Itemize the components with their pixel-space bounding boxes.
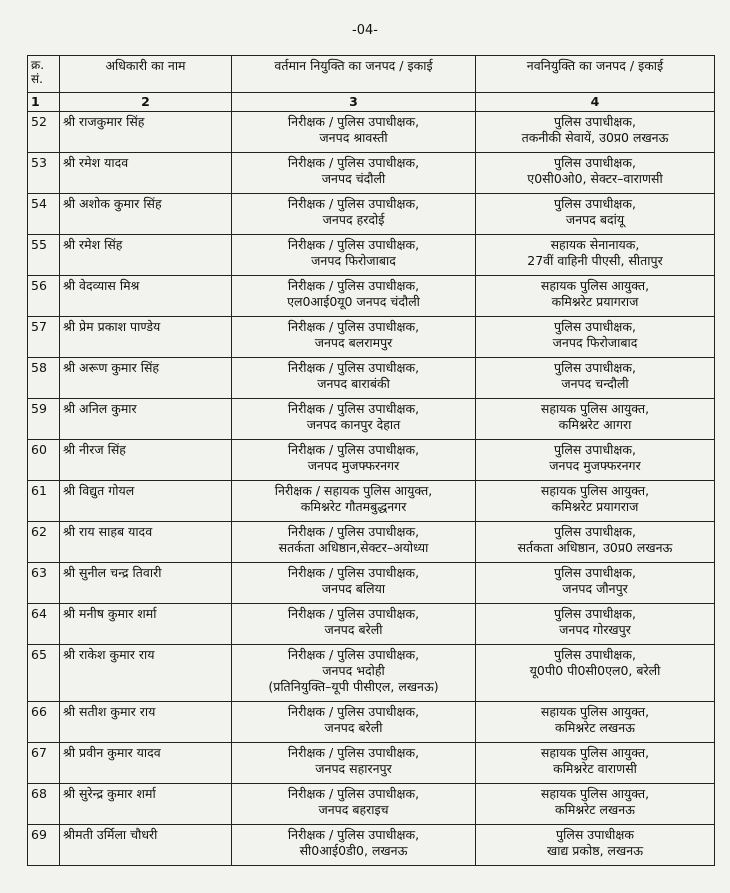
- transfer-table: [27, 55, 715, 866]
- table-row: [28, 358, 715, 399]
- new-posting-line: जनपद गोरखपुर: [559, 622, 631, 637]
- current-posting-line: जनपद चंदौली: [321, 171, 386, 186]
- new-posting-cell: [476, 440, 715, 481]
- serial-number-cell: 60: [28, 440, 60, 481]
- current-posting-cell: [232, 194, 476, 235]
- table-header-row: [28, 56, 715, 93]
- new-posting-line: सहायक पुलिस आयुक्त,: [540, 483, 650, 498]
- header-current-posting: वर्तमान नियुक्ति का जनपद / इकाई: [232, 56, 476, 93]
- new-posting-cell: [476, 194, 715, 235]
- officer-name-cell: श्री विद्युत गोयल: [60, 481, 232, 522]
- new-posting-line: पुलिस उपाधीक्षक,: [554, 442, 636, 457]
- current-posting-line: निरीक्षक / पुलिस उपाधीक्षक,: [287, 786, 420, 801]
- new-posting-line: पुलिस उपाधीक्षक,: [554, 647, 636, 662]
- officer-name-cell: श्री अरूण कुमार सिंह: [60, 358, 232, 399]
- current-posting-line: निरीक्षक / पुलिस उपाधीक्षक,: [287, 827, 420, 842]
- table-row: [28, 399, 715, 440]
- current-posting-cell: [232, 604, 476, 645]
- current-posting-line: निरीक्षक / पुलिस उपाधीक्षक,: [287, 114, 420, 129]
- new-posting-line: जनपद बदांयू: [565, 212, 625, 227]
- new-posting-cell: [476, 358, 715, 399]
- serial-number-cell: 59: [28, 399, 60, 440]
- current-posting-line: जनपद कानपुर देहात: [306, 417, 401, 432]
- serial-number-cell: 57: [28, 317, 60, 358]
- current-posting-line: निरीक्षक / पुलिस उपाधीक्षक,: [287, 360, 420, 375]
- new-posting-line: जनपद जौनपुर: [562, 581, 628, 596]
- current-posting-cell: [232, 112, 476, 153]
- new-posting-line: कमिश्नरेट लखनऊ: [555, 720, 635, 735]
- current-posting-line: निरीक्षक / पुलिस उपाधीक्षक,: [287, 196, 420, 211]
- current-posting-line: जनपद बरेली: [324, 622, 383, 637]
- new-posting-cell: [476, 784, 715, 825]
- table-row: [28, 276, 715, 317]
- new-posting-line: सर्तकता अधिष्ठान, उ0प्र0 लखनऊ: [517, 540, 673, 555]
- current-posting-line: जनपद हरदोई: [322, 212, 385, 227]
- current-posting-line: जनपद श्रावस्ती: [319, 130, 388, 145]
- table-row: [28, 153, 715, 194]
- officer-name-cell: श्री अनिल कुमार: [60, 399, 232, 440]
- new-posting-cell: [476, 276, 715, 317]
- serial-number-cell: 56: [28, 276, 60, 317]
- new-posting-line: कमिश्नरेट प्रयागराज: [551, 499, 639, 514]
- serial-number-cell: 61: [28, 481, 60, 522]
- new-posting-line: पुलिस उपाधीक्षक,: [554, 524, 636, 539]
- column-number-row: [28, 93, 715, 112]
- officer-name-cell: श्रीमती उर्मिला चौधरी: [60, 825, 232, 866]
- table-row: [28, 481, 715, 522]
- current-posting-line: एल0आई0यू0 जनपद चंदौली: [287, 294, 420, 309]
- new-posting-line: पुलिस उपाधीक्षक,: [554, 360, 636, 375]
- new-posting-line: जनपद फिरोजाबाद: [552, 335, 638, 350]
- serial-number-cell: 65: [28, 645, 60, 702]
- officer-name-cell: श्री सुरेन्द्र कुमार शर्मा: [60, 784, 232, 825]
- new-posting-cell: [476, 743, 715, 784]
- current-posting-line: निरीक्षक / पुलिस उपाधीक्षक,: [287, 606, 420, 621]
- new-posting-line: पुलिस उपाधीक्षक,: [554, 114, 636, 129]
- new-posting-line: सहायक पुलिस आयुक्त,: [540, 786, 650, 801]
- officer-name-cell: श्री राकेश कुमार राय: [60, 645, 232, 702]
- column-number: 4: [476, 93, 715, 112]
- current-posting-line: निरीक्षक / पुलिस उपाधीक्षक,: [287, 155, 420, 170]
- table-row: [28, 522, 715, 563]
- current-posting-line: जनपद भदोही: [322, 663, 385, 678]
- current-posting-line: निरीक्षक / पुलिस उपाधीक्षक,: [287, 647, 420, 662]
- officer-name-cell: श्री रमेश यादव: [60, 153, 232, 194]
- new-posting-line: कमिश्नरेट प्रयागराज: [551, 294, 639, 309]
- current-posting-line: सतर्कता अधिष्ठान,सेक्टर–अयोध्या: [278, 540, 429, 555]
- current-posting-line: निरीक्षक / पुलिस उपाधीक्षक,: [287, 237, 420, 252]
- new-posting-cell: [476, 317, 715, 358]
- current-posting-cell: [232, 440, 476, 481]
- current-posting-line: जनपद बहराइच: [318, 802, 389, 817]
- column-number: 3: [232, 93, 476, 112]
- new-posting-line: सहायक पुलिस आयुक्त,: [540, 278, 650, 293]
- new-posting-line: जनपद चन्दौली: [561, 376, 629, 391]
- current-posting-cell: [232, 825, 476, 866]
- new-posting-cell: [476, 235, 715, 276]
- current-posting-line: जनपद बरेली: [324, 720, 383, 735]
- new-posting-line: पुलिस उपाधीक्षक,: [554, 196, 636, 211]
- table-body: [28, 112, 715, 866]
- table-row: [28, 743, 715, 784]
- current-posting-line: निरीक्षक / पुलिस उपाधीक्षक,: [287, 401, 420, 416]
- current-posting-cell: [232, 276, 476, 317]
- new-posting-line: 27वीं वाहिनी पीएसी, सीतापुर: [527, 253, 663, 268]
- table-row: [28, 194, 715, 235]
- current-posting-cell: [232, 522, 476, 563]
- current-posting-cell: [232, 358, 476, 399]
- table-row: [28, 317, 715, 358]
- new-posting-cell: [476, 522, 715, 563]
- current-posting-line: निरीक्षक / सहायक पुलिस आयुक्त,: [274, 483, 433, 498]
- serial-number-cell: 67: [28, 743, 60, 784]
- table-row: [28, 235, 715, 276]
- current-posting-cell: [232, 563, 476, 604]
- new-posting-cell: [476, 825, 715, 866]
- current-posting-cell: [232, 317, 476, 358]
- current-posting-line: जनपद सहारनपुर: [315, 761, 392, 776]
- current-posting-cell: [232, 153, 476, 194]
- table-row: [28, 563, 715, 604]
- current-posting-line: निरीक्षक / पुलिस उपाधीक्षक,: [287, 278, 420, 293]
- current-posting-line: निरीक्षक / पुलिस उपाधीक्षक,: [287, 745, 420, 760]
- header-officer-name: अधिकारी का नाम: [60, 56, 232, 93]
- new-posting-line: सहायक पुलिस आयुक्त,: [540, 401, 650, 416]
- officer-name-cell: श्री प्रवीन कुमार यादव: [60, 743, 232, 784]
- serial-number-cell: 58: [28, 358, 60, 399]
- table-row: [28, 784, 715, 825]
- new-posting-line: खाद्य प्रकोष्ठ, लखनऊ: [546, 843, 644, 858]
- serial-number-cell: 52: [28, 112, 60, 153]
- new-posting-cell: [476, 481, 715, 522]
- current-posting-line: निरीक्षक / पुलिस उपाधीक्षक,: [287, 704, 420, 719]
- table-row: [28, 702, 715, 743]
- new-posting-line: पुलिस उपाधीक्षक,: [554, 565, 636, 580]
- table-row: [28, 440, 715, 481]
- officer-name-cell: श्री रमेश सिंह: [60, 235, 232, 276]
- current-posting-line: कमिश्नरेट गौतमबुद्धनगर: [300, 499, 407, 514]
- table-row: [28, 112, 715, 153]
- new-posting-line: ए0सी0ओ0, सेक्टर–वाराणसी: [527, 171, 663, 186]
- officer-name-cell: श्री राजकुमार सिंह: [60, 112, 232, 153]
- serial-number-cell: 68: [28, 784, 60, 825]
- current-posting-line: (प्रतिनियुक्ति–यूपी पीसीएल, लखनऊ): [268, 679, 439, 694]
- new-posting-cell: [476, 112, 715, 153]
- new-posting-line: सहायक पुलिस आयुक्त,: [540, 745, 650, 760]
- serial-number-cell: 62: [28, 522, 60, 563]
- header-new-posting: नवनियुक्ति का जनपद / इकाई: [476, 56, 715, 93]
- new-posting-line: यू0पी0 पी0सी0एल0, बरेली: [529, 663, 661, 678]
- current-posting-cell: [232, 481, 476, 522]
- new-posting-cell: [476, 399, 715, 440]
- new-posting-cell: [476, 563, 715, 604]
- current-posting-line: निरीक्षक / पुलिस उपाधीक्षक,: [287, 524, 420, 539]
- serial-number-cell: 66: [28, 702, 60, 743]
- new-posting-line: तकनीकी सेवायें, उ0प्र0 लखनऊ: [521, 130, 669, 145]
- current-posting-line: निरीक्षक / पुलिस उपाधीक्षक,: [287, 319, 420, 334]
- serial-number-cell: 55: [28, 235, 60, 276]
- new-posting-line: जनपद मुजफ्फरनगर: [549, 458, 641, 473]
- current-posting-line: निरीक्षक / पुलिस उपाधीक्षक,: [287, 565, 420, 580]
- table-row: [28, 604, 715, 645]
- page-number: -04-: [352, 23, 378, 38]
- current-posting-cell: [232, 743, 476, 784]
- new-posting-cell: [476, 645, 715, 702]
- current-posting-cell: [232, 784, 476, 825]
- column-number: 2: [60, 93, 232, 112]
- new-posting-line: पुलिस उपाधीक्षक: [556, 827, 634, 842]
- current-posting-line: जनपद मुजफ्फरनगर: [307, 458, 400, 473]
- new-posting-cell: [476, 153, 715, 194]
- current-posting-cell: [232, 235, 476, 276]
- table-row: [28, 825, 715, 866]
- officer-name-cell: श्री सुनील चन्द्र तिवारी: [60, 563, 232, 604]
- new-posting-line: कमिश्नरेट लखनऊ: [555, 802, 635, 817]
- officer-name-cell: श्री नीरज सिंह: [60, 440, 232, 481]
- current-posting-line: सी0आई0डी0, लखनऊ: [299, 843, 408, 858]
- new-posting-line: पुलिस उपाधीक्षक,: [554, 319, 636, 334]
- new-posting-line: कमिश्नरेट आगरा: [558, 417, 632, 432]
- current-posting-line: जनपद बलरामपुर: [314, 335, 393, 350]
- current-posting-cell: [232, 702, 476, 743]
- current-posting-cell: [232, 645, 476, 702]
- new-posting-line: पुलिस उपाधीक्षक,: [554, 155, 636, 170]
- column-number: 1: [28, 93, 60, 112]
- officer-name-cell: श्री अशोक कुमार सिंह: [60, 194, 232, 235]
- new-posting-line: सहायक सेनानायक,: [550, 237, 640, 252]
- serial-number-cell: 63: [28, 563, 60, 604]
- new-posting-cell: [476, 604, 715, 645]
- officer-name-cell: श्री वेदव्यास मिश्र: [60, 276, 232, 317]
- officer-name-cell: श्री राय साहब यादव: [60, 522, 232, 563]
- current-posting-line: जनपद बाराबंकी: [317, 376, 390, 391]
- officer-name-cell: श्री सतीश कुमार राय: [60, 702, 232, 743]
- new-posting-line: पुलिस उपाधीक्षक,: [554, 606, 636, 621]
- new-posting-line: सहायक पुलिस आयुक्त,: [540, 704, 650, 719]
- current-posting-line: निरीक्षक / पुलिस उपाधीक्षक,: [287, 442, 420, 457]
- new-posting-line: कमिश्नरेट वाराणसी: [553, 761, 637, 776]
- current-posting-line: जनपद बलिया: [321, 581, 386, 596]
- officer-name-cell: श्री प्रेम प्रकाश पाण्डेय: [60, 317, 232, 358]
- serial-number-cell: 69: [28, 825, 60, 866]
- table-row: [28, 645, 715, 702]
- new-posting-cell: [476, 702, 715, 743]
- officer-name-cell: श्री मनीष कुमार शर्मा: [60, 604, 232, 645]
- current-posting-line: जनपद फिरोजाबाद: [311, 253, 396, 268]
- serial-number-cell: 54: [28, 194, 60, 235]
- header-serial-number: क्र. सं.: [28, 56, 60, 93]
- serial-number-cell: 53: [28, 153, 60, 194]
- serial-number-cell: 64: [28, 604, 60, 645]
- current-posting-cell: [232, 399, 476, 440]
